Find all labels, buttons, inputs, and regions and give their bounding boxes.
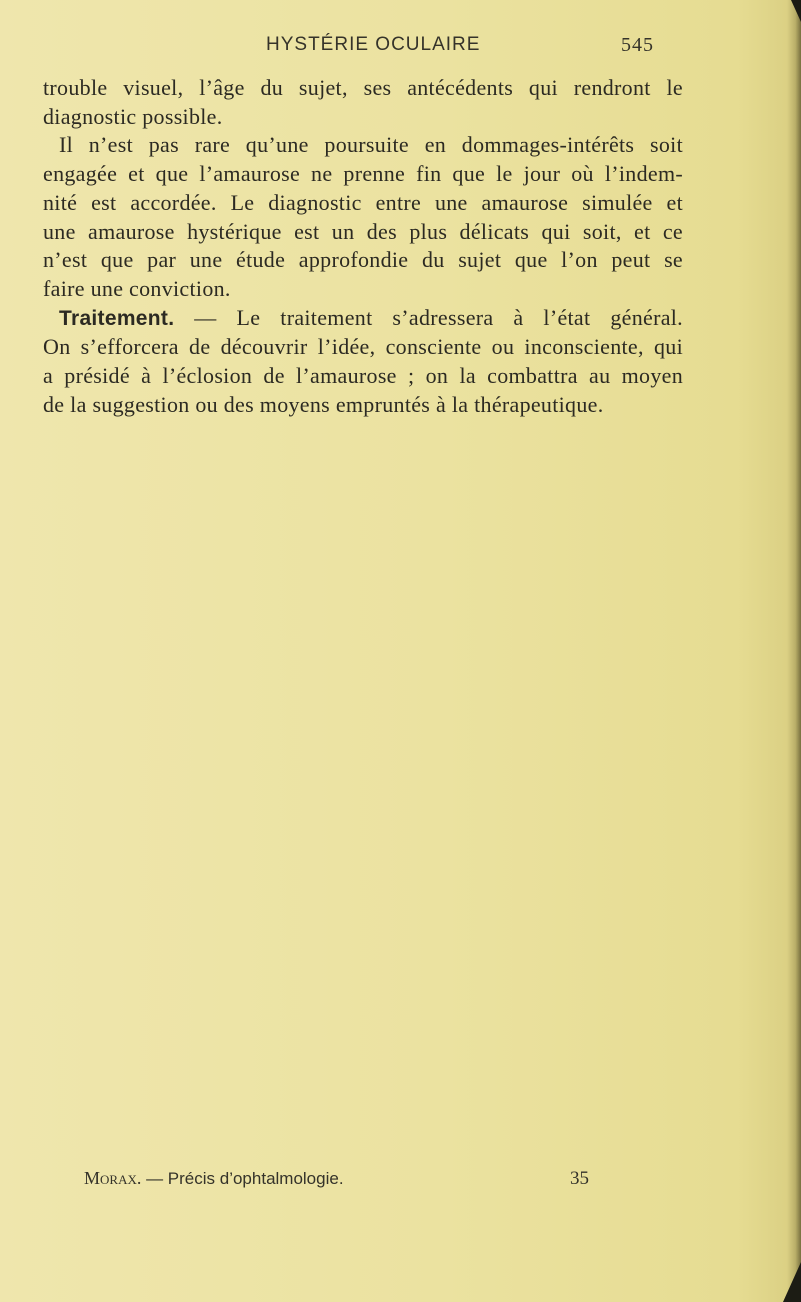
paragraph-lawsuit	[43, 131, 683, 303]
footer-work-title: — Précis d’ophtalmologie.	[141, 1169, 344, 1188]
body-text	[43, 74, 683, 419]
text-line: n’est que par une étude approfondie du sujet que l’on peut se	[43, 247, 683, 273]
footer-author: Morax.	[84, 1168, 142, 1188]
text-line: nité est accordée. Le diagnostic entre une amaurose simulée et	[43, 189, 683, 215]
bottom-corner-mark	[783, 1262, 801, 1302]
paragraph-continuation	[43, 74, 683, 131]
text-run: — Le traitement s’adressera à l’état général.	[174, 304, 683, 330]
page-footer	[84, 1168, 644, 1192]
text-line	[43, 304, 683, 334]
text-line: a présidé à l’éclosion de l’amaurose ; on la combattra au moyen	[43, 363, 683, 389]
text-line: diagnostic possible.	[43, 103, 223, 129]
running-head	[266, 34, 686, 64]
footer-imprint	[84, 1168, 344, 1189]
section-heading: Traitement.	[59, 306, 175, 330]
text-line: Il n’est pas rare qu’une poursuite en dommages-intérêts soit	[59, 132, 683, 158]
top-corner-mark	[791, 0, 801, 22]
text-line: On s’efforcera de découvrir l’idée, consciente ou inconsciente, qui	[43, 334, 683, 360]
text-line: une amaurose hystérique est un des plus délicats qui soit, et ce	[43, 218, 683, 244]
signature-mark: 35	[570, 1168, 589, 1189]
text-line: trouble visuel, l’âge du sujet, ses antécédents qui rendront le	[43, 75, 683, 100]
page-number: 545	[621, 34, 654, 56]
text-line: engagée et que l’amaurose ne prenne fin que le jour où l’indem-	[43, 161, 683, 187]
paragraph-treatment	[43, 304, 683, 420]
running-title: HYSTÉRIE OCULAIRE	[266, 34, 481, 55]
text-line: de la suggestion ou des moyens empruntés à la thérapeutique.	[43, 391, 604, 417]
page-edge-shadow	[787, 0, 801, 1302]
text-line: faire une conviction.	[43, 275, 231, 301]
